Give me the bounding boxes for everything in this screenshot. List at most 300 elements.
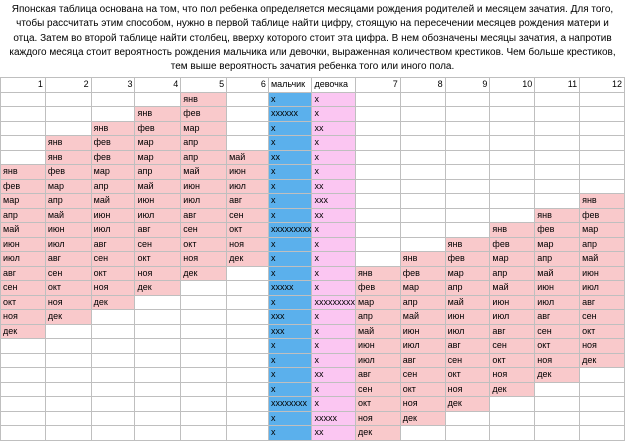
month-cell: сен [535, 324, 580, 339]
month-cell [91, 426, 135, 441]
month-cell [490, 165, 535, 180]
boy-count-cell: x [268, 426, 312, 441]
month-cell [1, 150, 46, 165]
month-cell: сен [1, 281, 46, 296]
month-cell [400, 208, 445, 223]
month-cell: дек [355, 426, 400, 441]
month-cell [355, 208, 400, 223]
month-cell [445, 150, 490, 165]
month-cell [490, 136, 535, 151]
month-cell [490, 150, 535, 165]
month-cell: янв [135, 107, 181, 122]
header-row [1, 78, 625, 93]
column-number: 5 [181, 78, 227, 93]
month-cell [535, 165, 580, 180]
column-number: 4 [135, 78, 181, 93]
month-cell [1, 92, 46, 107]
month-cell: фев [135, 121, 181, 136]
month-cell [1, 426, 46, 441]
month-cell: ноя [400, 397, 445, 412]
month-cell: фев [45, 165, 91, 180]
month-cell: июн [1, 237, 46, 252]
month-cell [445, 194, 490, 209]
month-cell: сен [400, 368, 445, 383]
month-cell: дек [135, 281, 181, 296]
conception-table [0, 77, 625, 441]
month-cell: сен [45, 266, 91, 281]
month-cell: янв [535, 208, 580, 223]
month-cell: фев [91, 136, 135, 151]
girl-count-cell: x [312, 136, 356, 151]
month-cell [1, 353, 46, 368]
month-cell [1, 368, 46, 383]
month-cell [580, 411, 625, 426]
girl-count-cell: xx [312, 426, 356, 441]
month-cell: апр [45, 194, 91, 209]
month-cell: авг [445, 339, 490, 354]
boy-count-cell: x [268, 266, 312, 281]
month-cell [45, 339, 91, 354]
month-cell: сен [227, 208, 269, 223]
month-cell: окт [45, 281, 91, 296]
month-cell: июн [355, 339, 400, 354]
month-cell [535, 107, 580, 122]
month-cell [445, 223, 490, 238]
table-row [1, 368, 625, 383]
girl-count-cell: x [312, 324, 356, 339]
column-number: 2 [45, 78, 91, 93]
month-cell [135, 92, 181, 107]
boy-count-cell: x [268, 411, 312, 426]
month-cell [181, 324, 227, 339]
column-number: 8 [400, 78, 445, 93]
girl-count-cell: x [312, 397, 356, 412]
month-cell [181, 310, 227, 325]
month-cell: мар [45, 179, 91, 194]
month-cell [227, 339, 269, 354]
month-cell: ноя [181, 252, 227, 267]
table-row [1, 353, 625, 368]
boy-count-cell: x [268, 208, 312, 223]
month-cell: ноя [445, 382, 490, 397]
table-row [1, 150, 625, 165]
month-cell [227, 397, 269, 412]
month-cell [445, 121, 490, 136]
month-cell: сен [445, 353, 490, 368]
girl-count-cell: xx [312, 121, 356, 136]
month-cell [227, 310, 269, 325]
month-cell [45, 324, 91, 339]
month-cell: фев [1, 179, 46, 194]
month-cell: мар [181, 121, 227, 136]
month-cell: мар [135, 150, 181, 165]
boy-count-cell: x [268, 194, 312, 209]
month-cell: янв [91, 121, 135, 136]
month-cell: мар [91, 165, 135, 180]
month-cell: июн [400, 324, 445, 339]
month-cell: апр [535, 252, 580, 267]
month-cell: дек [181, 266, 227, 281]
month-cell: окт [580, 324, 625, 339]
month-cell: апр [400, 295, 445, 310]
month-cell: май [1, 223, 46, 238]
month-cell: ноя [1, 310, 46, 325]
month-cell [91, 324, 135, 339]
month-cell: июн [535, 281, 580, 296]
month-cell: дек [45, 310, 91, 325]
month-cell [400, 237, 445, 252]
month-cell [355, 107, 400, 122]
month-cell: июл [45, 237, 91, 252]
month-cell [355, 252, 400, 267]
boy-count-cell: x [268, 165, 312, 180]
girl-count-cell: xxxxxxxxx [312, 295, 356, 310]
month-cell: май [181, 165, 227, 180]
table-row [1, 223, 625, 238]
month-cell: мар [135, 136, 181, 151]
month-cell: янв [1, 165, 46, 180]
table-row [1, 382, 625, 397]
month-cell: окт [91, 266, 135, 281]
month-cell: мар [490, 252, 535, 267]
month-cell [445, 165, 490, 180]
month-cell: окт [355, 397, 400, 412]
month-cell [91, 411, 135, 426]
month-cell [91, 310, 135, 325]
month-cell: апр [355, 310, 400, 325]
month-cell: мар [400, 281, 445, 296]
month-cell: июл [227, 179, 269, 194]
month-cell [227, 324, 269, 339]
month-cell: май [355, 324, 400, 339]
boy-count-cell: x [268, 295, 312, 310]
month-cell [181, 281, 227, 296]
month-cell: июн [490, 295, 535, 310]
girl-header: девочка [312, 78, 356, 93]
month-cell [355, 121, 400, 136]
month-cell [91, 382, 135, 397]
month-cell [135, 411, 181, 426]
month-cell [45, 397, 91, 412]
month-cell: окт [1, 295, 46, 310]
boy-count-cell: x [268, 136, 312, 151]
month-cell [227, 136, 269, 151]
girl-count-cell: x [312, 382, 356, 397]
month-cell: дек [490, 382, 535, 397]
month-cell [535, 397, 580, 412]
month-cell: фев [181, 107, 227, 122]
month-cell: сен [91, 252, 135, 267]
month-cell [445, 411, 490, 426]
table-row [1, 237, 625, 252]
month-cell: ноя [227, 237, 269, 252]
month-cell [135, 339, 181, 354]
month-cell: июл [490, 310, 535, 325]
month-cell [535, 92, 580, 107]
month-cell: фев [535, 223, 580, 238]
month-cell: окт [445, 368, 490, 383]
girl-count-cell: x [312, 237, 356, 252]
girl-count-cell: x [312, 107, 356, 122]
month-cell: июл [355, 353, 400, 368]
month-cell: июл [535, 295, 580, 310]
month-cell [535, 150, 580, 165]
girl-count-cell: x [312, 310, 356, 325]
month-cell [580, 397, 625, 412]
table-row [1, 136, 625, 151]
month-cell [490, 179, 535, 194]
column-number: 3 [91, 78, 135, 93]
month-cell [400, 150, 445, 165]
month-cell: фев [490, 237, 535, 252]
month-cell [535, 179, 580, 194]
column-number: 7 [355, 78, 400, 93]
month-cell [227, 121, 269, 136]
month-cell: июн [45, 223, 91, 238]
table-row [1, 121, 625, 136]
month-cell: янв [490, 223, 535, 238]
month-cell [445, 426, 490, 441]
month-cell [181, 339, 227, 354]
girl-count-cell: x [312, 165, 356, 180]
table-row [1, 310, 625, 325]
boy-count-cell: x [268, 237, 312, 252]
month-cell [355, 136, 400, 151]
month-cell [445, 136, 490, 151]
table-row [1, 397, 625, 412]
column-number: 1 [1, 78, 46, 93]
month-cell [135, 382, 181, 397]
table-row [1, 339, 625, 354]
month-cell: окт [135, 252, 181, 267]
month-cell: фев [355, 281, 400, 296]
month-cell: май [91, 194, 135, 209]
month-cell: июн [580, 266, 625, 281]
boy-count-cell: x [268, 382, 312, 397]
month-cell [227, 295, 269, 310]
month-cell: июн [135, 194, 181, 209]
month-cell: сен [181, 223, 227, 238]
month-cell: авг [181, 208, 227, 223]
month-cell [227, 281, 269, 296]
month-cell: ноя [535, 353, 580, 368]
month-cell: мар [580, 223, 625, 238]
month-cell: фев [91, 150, 135, 165]
month-cell [227, 411, 269, 426]
month-cell [45, 121, 91, 136]
month-cell [227, 382, 269, 397]
month-cell [445, 208, 490, 223]
girl-count-cell: xx [312, 368, 356, 383]
month-cell [355, 194, 400, 209]
month-cell: янв [400, 252, 445, 267]
boy-count-cell: xxx [268, 324, 312, 339]
column-number: 12 [580, 78, 625, 93]
month-cell [135, 426, 181, 441]
table-row [1, 426, 625, 441]
month-cell: сен [580, 310, 625, 325]
month-cell [135, 368, 181, 383]
month-cell [45, 426, 91, 441]
table-row [1, 295, 625, 310]
month-cell: окт [227, 223, 269, 238]
month-cell: июл [135, 208, 181, 223]
month-cell [227, 266, 269, 281]
month-cell [490, 411, 535, 426]
month-cell: апр [580, 237, 625, 252]
month-cell: сен [355, 382, 400, 397]
month-cell [1, 107, 46, 122]
month-cell [355, 92, 400, 107]
month-cell: фев [445, 252, 490, 267]
month-cell: авг [91, 237, 135, 252]
month-cell: май [580, 252, 625, 267]
month-cell [580, 382, 625, 397]
boy-header: мальчик [268, 78, 312, 93]
month-cell: янв [181, 92, 227, 107]
month-cell: мар [1, 194, 46, 209]
month-cell: июн [445, 310, 490, 325]
month-cell [181, 411, 227, 426]
month-cell [227, 426, 269, 441]
month-cell [400, 223, 445, 238]
month-cell: ноя [490, 368, 535, 383]
month-cell [181, 353, 227, 368]
girl-count-cell: xx [312, 179, 356, 194]
month-cell [535, 136, 580, 151]
month-cell: июл [580, 281, 625, 296]
boy-count-cell: x [268, 252, 312, 267]
month-cell [135, 295, 181, 310]
girl-count-cell: x [312, 339, 356, 354]
month-cell: май [227, 150, 269, 165]
month-cell [445, 107, 490, 122]
month-cell [535, 121, 580, 136]
month-cell [135, 324, 181, 339]
month-cell: авг [227, 194, 269, 209]
month-cell: фев [400, 266, 445, 281]
table-row [1, 92, 625, 107]
girl-count-cell: xx [312, 208, 356, 223]
month-cell [91, 368, 135, 383]
month-cell: апр [490, 266, 535, 281]
month-cell [400, 426, 445, 441]
table-row [1, 165, 625, 180]
intro-paragraph: Японская таблица основана на том, что пол ребенка определяется месяцами рождения родителей и месяцем зачатия. Для того, чтобы рассчитать этим способом, нужно в первой таблице найти цифру, стоящую на пересечении месяцев рождения матери и отца. Затем во второй таблице найти столбец, вверху которого стоит эта цифра. В нем обозначены месяцы зачатия, а напротив каждого месяца стоит вероятность рождения мальчика или девочки, выраженная количеством крестиков. Чем больше крестиков, тем выше вероятность зачатия ребенка того или иного пола. [9, 4, 616, 73]
month-cell [400, 165, 445, 180]
month-cell: апр [135, 165, 181, 180]
month-cell [580, 368, 625, 383]
month-cell [445, 92, 490, 107]
column-number: 11 [535, 78, 580, 93]
girl-count-cell: xxx [312, 194, 356, 209]
month-cell [400, 107, 445, 122]
month-cell [135, 397, 181, 412]
month-cell [1, 136, 46, 151]
month-cell: авг [1, 266, 46, 281]
month-cell [181, 295, 227, 310]
month-cell: мар [535, 237, 580, 252]
month-cell [535, 194, 580, 209]
month-cell: окт [490, 353, 535, 368]
month-cell: дек [535, 368, 580, 383]
month-cell: май [45, 208, 91, 223]
column-number: 9 [445, 78, 490, 93]
girl-count-cell: x [312, 281, 356, 296]
boy-count-cell: x [268, 179, 312, 194]
table-row [1, 179, 625, 194]
month-cell [1, 382, 46, 397]
boy-count-cell: x [268, 353, 312, 368]
boy-count-cell: xxxxxxxxx [268, 223, 312, 238]
month-cell [580, 426, 625, 441]
month-cell: ноя [580, 339, 625, 354]
month-cell: апр [1, 208, 46, 223]
girl-count-cell: x [312, 92, 356, 107]
month-cell: авг [135, 223, 181, 238]
month-cell: янв [355, 266, 400, 281]
month-cell: дек [400, 411, 445, 426]
month-cell [181, 397, 227, 412]
month-cell: апр [181, 136, 227, 151]
month-cell: окт [535, 339, 580, 354]
month-cell: июн [91, 208, 135, 223]
month-cell [490, 92, 535, 107]
column-number: 10 [490, 78, 535, 93]
month-cell [580, 179, 625, 194]
month-cell: июн [181, 179, 227, 194]
boy-count-cell: xxx [268, 310, 312, 325]
month-cell [355, 237, 400, 252]
month-cell: апр [445, 281, 490, 296]
month-cell: ноя [135, 266, 181, 281]
month-cell [490, 194, 535, 209]
month-cell [490, 208, 535, 223]
month-cell [1, 397, 46, 412]
month-cell: май [135, 179, 181, 194]
girl-count-cell: x [312, 266, 356, 281]
month-cell: ноя [355, 411, 400, 426]
month-cell: авг [535, 310, 580, 325]
month-cell [580, 150, 625, 165]
month-cell: авг [355, 368, 400, 383]
month-cell: апр [91, 179, 135, 194]
month-cell: ноя [45, 295, 91, 310]
month-cell: июл [91, 223, 135, 238]
month-cell [535, 411, 580, 426]
month-cell: окт [181, 237, 227, 252]
month-cell: июл [400, 339, 445, 354]
month-cell [181, 426, 227, 441]
boy-count-cell: xxxxx [268, 281, 312, 296]
month-cell: авг [45, 252, 91, 267]
month-cell [400, 92, 445, 107]
month-cell [400, 179, 445, 194]
boy-count-cell: xxxxxx [268, 107, 312, 122]
month-cell: май [490, 281, 535, 296]
month-cell [490, 397, 535, 412]
girl-count-cell: x [312, 150, 356, 165]
month-cell [45, 382, 91, 397]
month-cell: июл [1, 252, 46, 267]
month-cell: янв [45, 136, 91, 151]
girl-count-cell: x [312, 223, 356, 238]
table-row [1, 411, 625, 426]
month-cell [580, 165, 625, 180]
month-cell [45, 107, 91, 122]
month-cell [535, 426, 580, 441]
table-row [1, 107, 625, 122]
